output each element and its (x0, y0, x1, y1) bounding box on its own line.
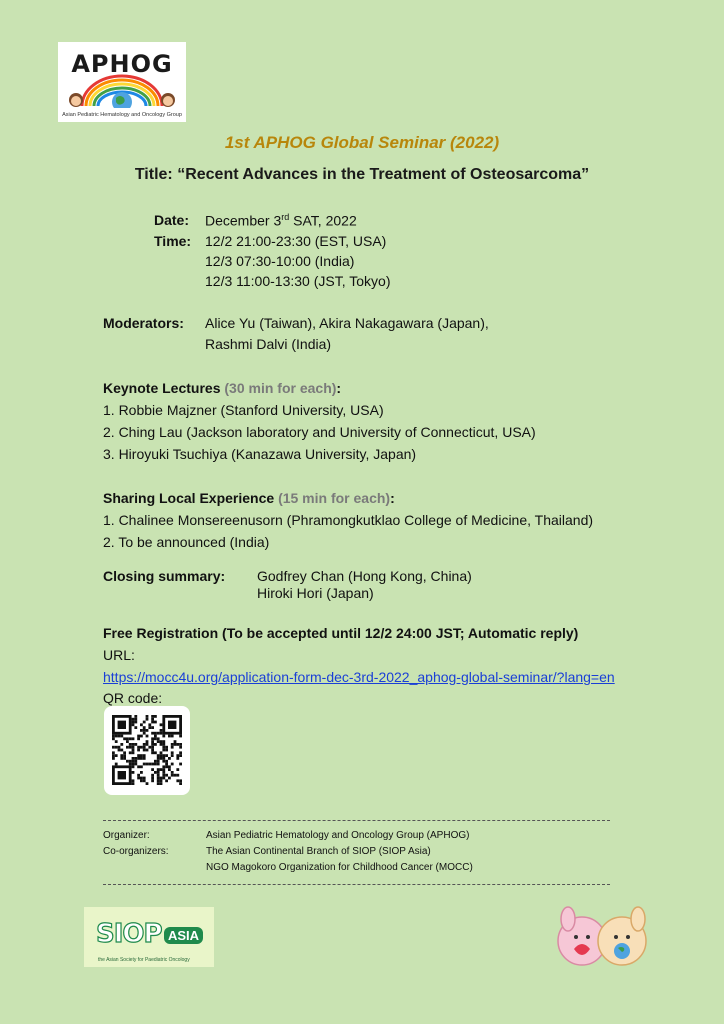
siop-wordmark: SIOP (96, 919, 162, 949)
sharing-colon: : (390, 490, 395, 506)
sharing-heading (103, 490, 395, 506)
time-3: 12/3 11:00-13:30 (JST, Tokyo) (205, 273, 391, 289)
keynote-item-2: 2. Ching Lau (Jackson laboratory and University of Connecticut, USA) (103, 424, 536, 440)
keynote-heading (103, 380, 341, 396)
keynote-item-1: 1. Robbie Majzner (Stanford University, USA) (103, 402, 384, 418)
date-label: Date: (154, 212, 190, 228)
moderators-line-2: Rashmi Dalvi (India) (205, 336, 332, 352)
coorganizer-2: NGO Magokoro Organization for Childhood Cancer (MOCC) (206, 862, 473, 873)
moderators-label: Moderators: (103, 315, 184, 331)
date-text-rest: SAT, 2022 (289, 212, 357, 229)
moderators-line-1: Alice Yu (Taiwan), Akira Nakagawara (Japan), (205, 315, 489, 331)
aphog-subtitle: Asian Pediatric Hematology and Oncology Group (62, 112, 182, 118)
keynote-label: Keynote Lectures (103, 380, 221, 396)
sharing-item-1: 1. Chalinee Monsereenusorn (Phramongkutklao College of Medicine, Thailand) (103, 512, 594, 528)
divider-bottom (103, 884, 610, 885)
date-value (205, 212, 357, 229)
date-text: December 3 (205, 212, 282, 229)
qr-code[interactable] (104, 706, 190, 795)
registration-link[interactable]: https://mocc4u.org/application-form-dec-3rd-2022_aphog-global-seminar/?lang=en (103, 669, 615, 685)
sharing-note: (15 min for each) (278, 490, 391, 506)
closing-label: Closing summary: (103, 568, 226, 584)
time-label: Time: (154, 233, 192, 249)
registration-heading: Free Registration (To be accepted until 12/2 24:00 JST; Automatic reply) (103, 625, 579, 641)
divider-top (103, 820, 610, 821)
coorganizers-label: Co-organizers: (103, 846, 169, 857)
url-label: URL: (103, 647, 135, 663)
coorganizer-1: The Asian Continental Branch of SIOP (SIOP Asia) (206, 846, 431, 857)
qr-code-icon (104, 706, 190, 795)
sharing-label: Sharing Local Experience (103, 490, 275, 506)
aphog-logo (58, 42, 186, 122)
rainbow-globe-icon (68, 72, 176, 108)
siop-asia-logo (84, 907, 214, 967)
keynote-note: (30 min for each) (224, 380, 337, 396)
aphog-wordmark: APHOG (71, 50, 173, 78)
qr-label: QR code: (103, 690, 163, 706)
organizer-label: Organizer: (103, 830, 150, 841)
keynote-colon: : (336, 380, 342, 396)
siop-asia-badge: ASIA (164, 927, 203, 944)
seminar-title: 1st APHOG Global Seminar (2022) (224, 133, 500, 152)
keynote-item-3: 3. Hiroyuki Tsuchiya (Kanazawa University, Japan) (103, 446, 417, 462)
seminar-topic-title: Title: “Recent Advances in the Treatment of Osteosarcoma” (134, 166, 590, 183)
mascot-icon (552, 905, 652, 969)
time-1: 12/2 21:00-23:30 (EST, USA) (205, 233, 387, 249)
sharing-item-2: 2. To be announced (India) (103, 534, 270, 550)
time-2: 12/3 07:30-10:00 (India) (205, 253, 355, 269)
closing-name-1: Godfrey Chan (Hong Kong, China) (257, 568, 472, 584)
mocc-mascot-illustration (552, 905, 652, 969)
organizer-name: Asian Pediatric Hematology and Oncology Group (APHOG) (206, 830, 470, 841)
siop-tagline: the Asian Society for Paediatric Oncology (98, 957, 190, 963)
closing-name-2: Hiroki Hori (Japan) (257, 585, 374, 601)
date-superscript: rd (281, 212, 290, 222)
